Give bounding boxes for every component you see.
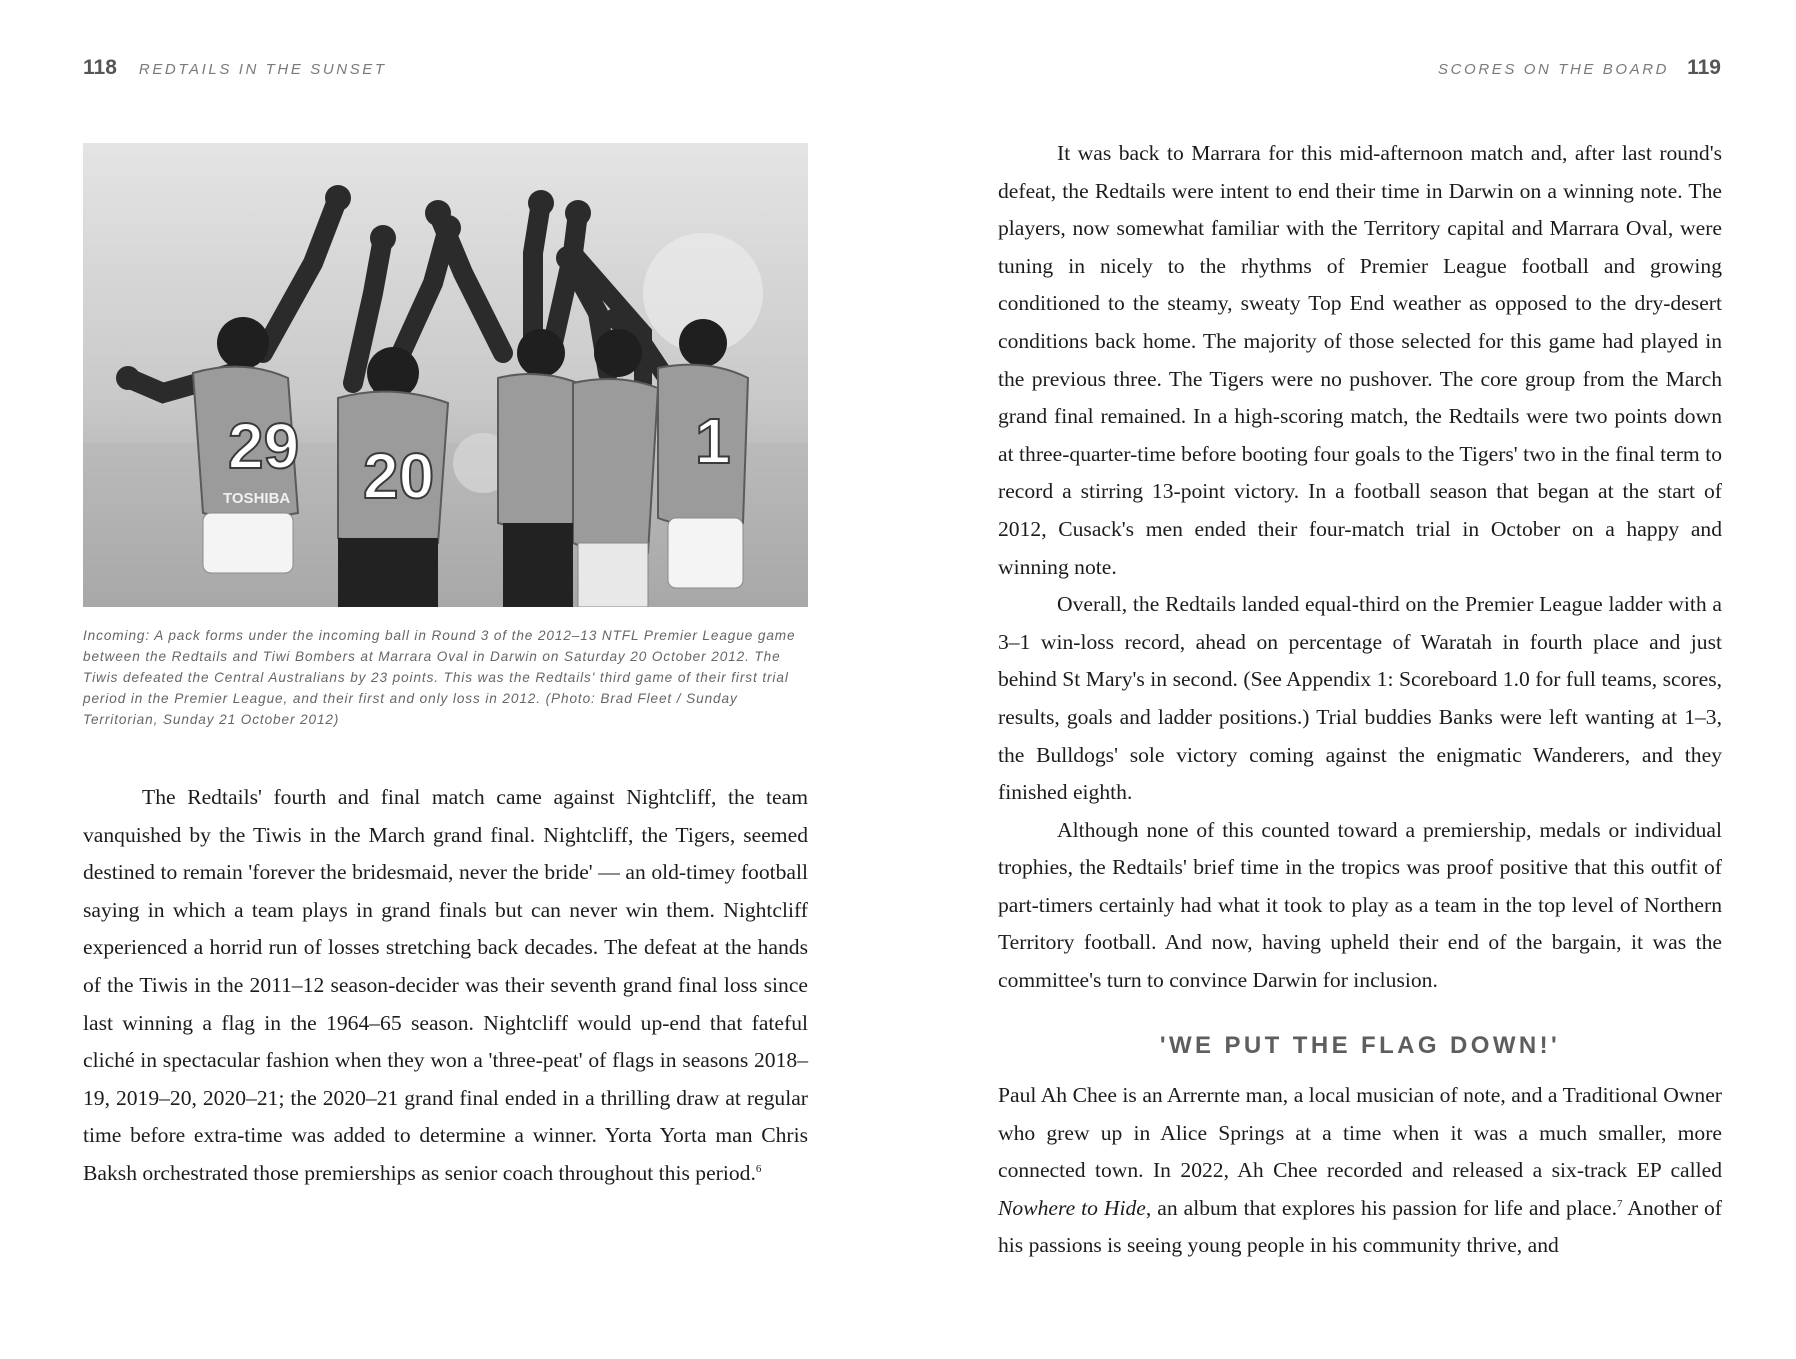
jersey-number-1: 1	[695, 405, 731, 477]
jersey-number-20: 20	[363, 440, 435, 512]
right-running-head	[1438, 56, 1721, 80]
right-running-title: SCORES ON THE BOARD	[1438, 61, 1670, 78]
final-paragraph-continuation: Another of his passions is seeing young people in his community thrive, and	[998, 1195, 1722, 1258]
photo-illustration	[83, 143, 808, 607]
right-paragraph-2: Overall, the Redtails landed equal-third on the Premier League ladder with a 3–1 win-loss record, ahead on percentage of Waratah in fourth place and just behind St Mary's in second. (See Appendix 1: Scoreboard 1.0 for full teams, scores, results, goals and ladder positions.) Trial buddies Banks were left wanting at 1–3, the Bulldogs' sole victory coming against the enigmatic Wanderers, and they finished eighth.	[998, 592, 1722, 805]
final-paragraph-text: Paul Ah Chee is an Arrernte man, a local musician of note, and a Traditional Owner who grew up in Alice Springs at a time when it was a much smaller, more connected town. In 2022, Ah Chee recorded and released a six-track EP called	[998, 1083, 1722, 1183]
jersey-sponsor-text: TOSHIBA	[223, 490, 291, 507]
left-body-text	[83, 779, 808, 1193]
right-page-number: 119	[1687, 56, 1721, 79]
final-paragraph-after-title: , an album that explores his passion for life and place.	[1145, 1195, 1617, 1220]
photo-caption: Incoming: A pack forms under the incoming ball in Round 3 of the 2012–13 NTFL Premier League game between the Redtails and Tiwi Bombers at Marrara Oval in Darwin on Saturday 20 October 2012. The Tiwis defeated the Central Australians by 23 points. This was the Redtails' third game of their first trial period in the Premier League, and their first and only loss in 2012. (Photo: Brad Fleet / Sunday Territorian, Sunday 21 October 2012)	[83, 628, 796, 727]
right-body-text	[998, 135, 1722, 1000]
left-paragraph-text: The Redtails' fourth and final match came against Nightcliff, the team vanquished by the Tiwis in the March grand final. Nightcliff, the Tigers, seemed destined to remain 'forever the bridesmaid, never the bride' — an old-timey football saying in which a team plays in grand finals but can never win them. Nightcliff experienced a horrid run of losses stretching back decades. The defeat at the hands of the Tiwis in the 2011–12 season-decider was their seventh grand final loss since last winning a flag in the 1964–65 season. Nightcliff would up-end that fateful cliché in spectacular fashion when they won a 'three-peat' of flags in seasons 2018–19, 2019–20, 2020–21; the 2020–21 grand final ended in a thrilling draw at regular time before extra-time was added to determine a winner. Yorta Yorta man Chris Baksh orchestrated those premierships as senior coach throughout this period.	[83, 785, 808, 1185]
right-paragraph-3: Although none of this counted toward a premiership, medals or individual trophies, the Redtails' brief time in the tropics was proof positive that this outfit of part-timers certainly had what it took to play as a team in the top level of Northern Territory football. And now, having upheld their end of the bargain, it was the committee's turn to convince Darwin for inclusion.	[998, 817, 1722, 993]
section-subheading: 'WE PUT THE FLAG DOWN!'	[1159, 1032, 1561, 1059]
jersey-number-29: 29	[228, 410, 300, 482]
left-page-number: 118	[83, 56, 117, 79]
right-paragraph-1: It was back to Marrara for this mid-afternoon match and, after last round's defeat, the Redtails were intent to end their time in Darwin on a winning note. The players, now somewhat familiar with the Territory capital and Marrara Oval, were tuning in nicely to the rhythms of Premier League football and growing conditioned to the steamy, sweaty Top End weather as opposed to the dry-desert conditions back home. The majority of those selected for this game had played in the previous three. The Tigers were no pushover. The core group from the March grand final remained. In a high-scoring match, the Redtails were two points down at three-quarter-time before booting four goals to the Tigers' two in the final term to record a stirring 13-point victory. In a football season that began at the start of 2012, Cusack's men ended their four-match trial in October on a happy and winning note.	[998, 141, 1722, 579]
footnote-ref-6[interactable]: 6	[755, 1162, 762, 1175]
left-running-title: REDTAILS IN THE SUNSET	[138, 61, 387, 78]
left-running-head	[83, 56, 387, 80]
right-page	[898, 0, 1796, 1359]
right-body-text-section	[998, 1077, 1722, 1265]
album-title: Nowhere to Hide	[998, 1195, 1146, 1220]
football-pack-photo	[83, 143, 808, 607]
footnote-ref-7[interactable]: 7	[1616, 1197, 1623, 1210]
left-paragraph	[83, 779, 808, 1193]
right-final-paragraph	[998, 1077, 1722, 1265]
